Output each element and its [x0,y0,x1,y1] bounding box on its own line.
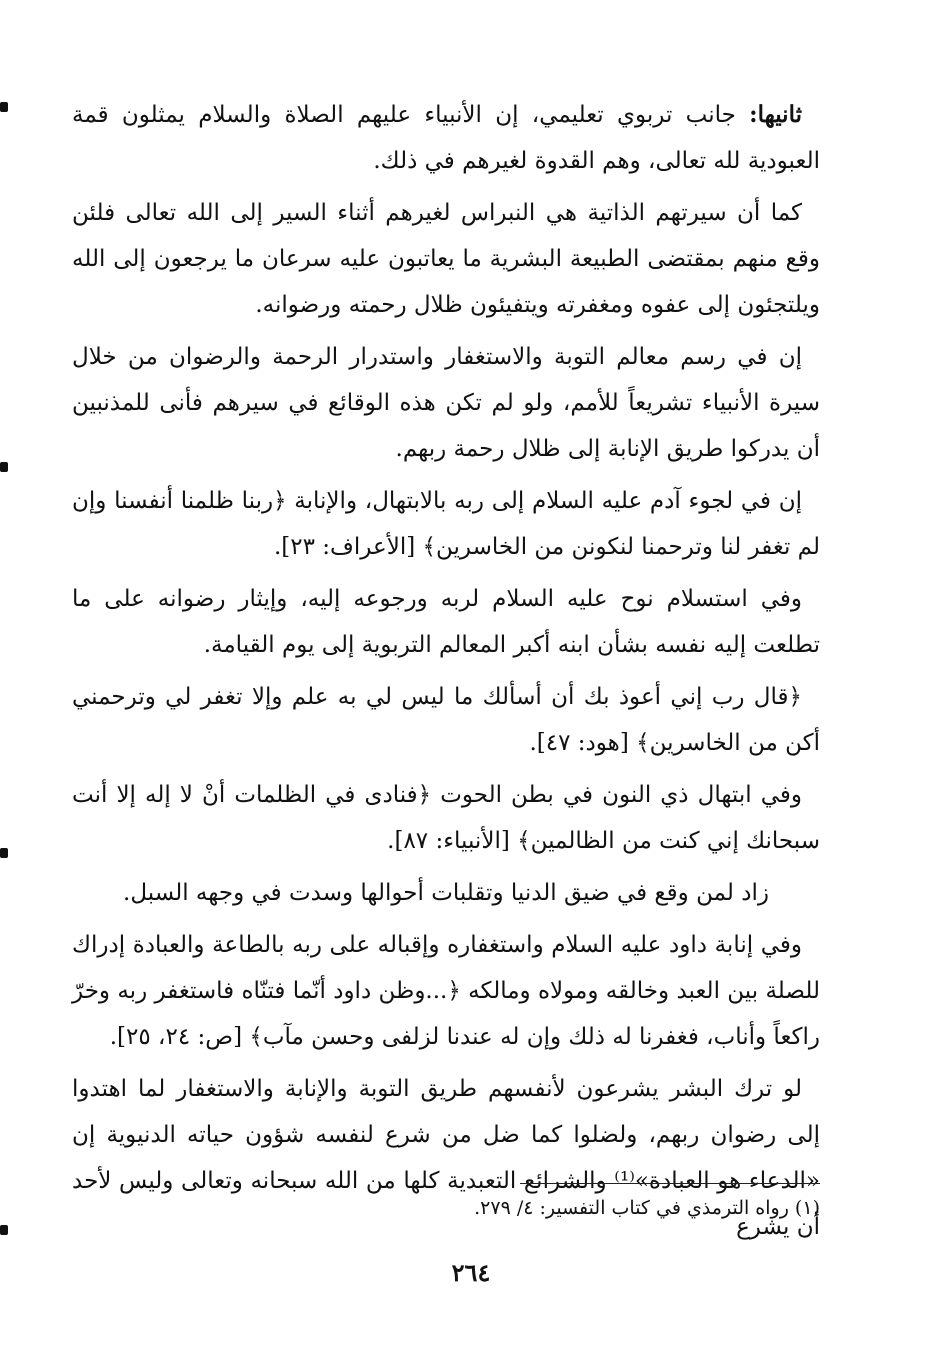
paragraph: وفي استسلام نوح عليه السلام لربه ورجوعه إليه، وإيثار رضوانه على ما تطلعت إليه نفسه بشأن ابنه أكبر المعالم التربوية إلى يوم القيامة. [72,586,820,658]
paragraph [72,92,820,184]
margin-mark [0,1225,8,1235]
paragraph: إن في لجوء آدم عليه السلام إلى ربه بالابتهال، والإنابة ﴿ربنا ظلمنا أنفسنا وإن لم تغفر لنا وترحمنا لنكونن من الخاسرين﴾ [الأعراف: ٢٣]. [72,488,820,560]
paragraph: وفي ابتهال ذي النون في بطن الحوت ﴿فنادى في الظلمات أنْ لا إله إلا أنت سبحانك إني كنت من الظالمين﴾ [الأنبياء: ٨٧]. [72,782,820,854]
page-body [72,92,820,1256]
margin-mark [0,102,8,112]
paragraph-lead: ثانيها: [749,101,802,128]
footnote-divider [520,1183,820,1184]
margin-mark [0,462,8,472]
paragraph: كما أن سيرتهم الذاتية هي النبراس لغيرهم أثناء السير إلى الله تعالى فلئن وقع منهم بمقتضى الطبيعة البشرية ما يعاتبون عليه سرعان ما يرجعون إلى الله ويلتجئون إلى عفوه ومغفرته ويتفيئون ظلال رحمته ورضوانه. [72,200,820,318]
paragraph: وفي إنابة داود عليه السلام واستغفاره وإقباله على ربه بالطاعة والعبادة إدراك للصلة بين العبد وخالقه ومولاه ومالكه ﴿...وظن داود أنّما فتنّاه فاستغفر ربه وخرّ راكعاً وأناب، فغفرنا له ذلك وإن له عندنا لزلفى وحسن مآب﴾ [ص: ٢٤، ٢٥]. [72,932,820,1050]
paragraph: لو ترك البشر يشرعون لأنفسهم طريق التوبة والإنابة والاستغفار لما اهتدوا إلى رضوان ربهم، ولضلوا كما ضل من شرع لنفسه شؤون حياته الدنيوية إن «الدعاء هو العبادة»⁽¹⁾ والشرائع التعبدية كلها من الله سبحانه وتعالى وليس لأحد أن يشرع [72,1076,820,1240]
paragraph: إن في رسم معالم التوبة والاستغفار واستدرار الرحمة والرضوان من خلال سيرة الأنبياء تشريعاً للأمم، ولو لم تكن هذه الوقائع في سيرهم فأنى للمذنبين أن يدركوا طريق الإنابة إلى ظلال رحمة ربهم. [72,344,820,462]
margin-mark [0,848,8,858]
paragraph: زاد لمن وقع في ضيق الدنيا وتقلبات أحوالها وسدت في وجهه السبل. [123,880,769,906]
page-number: ٢٦٤ [451,1258,491,1287]
paragraph-text: جانب تربوي تعليمي، إن الأنبياء عليهم الصلاة والسلام يمثلون قمة العبودية لله تعالى، وهم القدوة لغيرهم في ذلك. [72,102,820,174]
quran-verse: ﴿قال رب إني أعوذ بك أن أسألك ما ليس لي به علم وإلا تغفر لي وترحمني أكن من الخاسرين﴾ [هود: ٤٧]. [72,684,820,756]
footnote: (١) رواه الترمذي في كتاب التفسير: ٤/ ٢٧٩. [474,1197,820,1219]
